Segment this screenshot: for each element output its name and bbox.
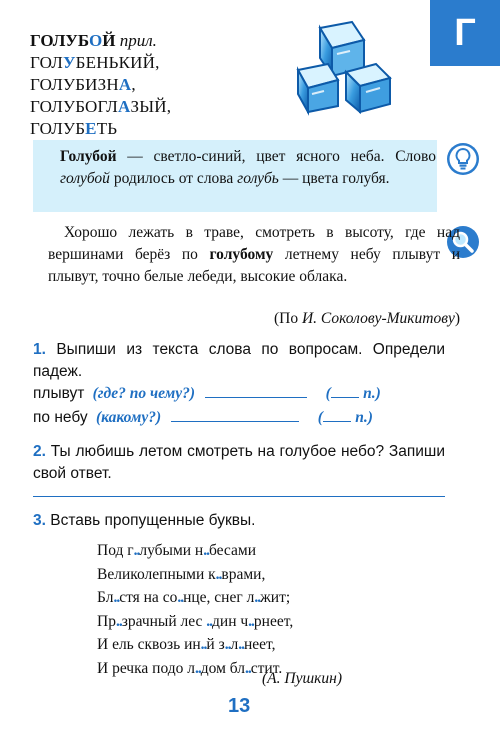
missing-letter-marker[interactable]: .. (248, 612, 254, 630)
task-3: 3. Вставь пропущенные буквы. (33, 512, 256, 529)
entry-word-list (30, 30, 171, 140)
case-blank[interactable] (323, 407, 351, 422)
definition-text: Голубой — светло-синий, цвет ясного неба. Слово голубой родилось от слова голубь — цвета голубя. (60, 148, 436, 187)
related-word: ГОЛУБЕНЬКИЙ, (30, 53, 160, 72)
poem-line: И ель сквозь ин..й з..л..неет, (97, 636, 276, 653)
poem-author: (А. Пушкин) (262, 670, 343, 687)
missing-letter-marker[interactable]: .. (200, 636, 207, 653)
related-word: ГОЛУБЕТЬ (30, 119, 118, 138)
entry-headword: ГОЛУБОЙ прил. (30, 31, 157, 50)
missing-letter-marker[interactable]: .. (195, 659, 201, 677)
passage-source: (По И. Соколову-Микитову) (274, 310, 460, 327)
missing-letter-marker[interactable]: .. (224, 636, 231, 653)
related-word: ГОЛУБОГЛАЗЫЙ, (30, 97, 172, 116)
answer-blank[interactable] (205, 383, 307, 398)
poem-line: И речка подо л..дом бл..стит. (97, 659, 283, 677)
poem (97, 539, 293, 680)
answer-blank[interactable] (171, 407, 299, 422)
related-word: ГОЛУБИЗНА, (30, 75, 136, 94)
ice-cubes-illustration (290, 18, 400, 118)
missing-letter-marker[interactable]: .. (203, 542, 209, 559)
missing-letter-marker[interactable]: .. (177, 589, 184, 606)
poem-line: Бл..стя на со..нце, снег л..жит; (97, 589, 291, 606)
letter-tab: Г (430, 0, 500, 66)
poem-line: Под г..лубыми н..бесами (97, 542, 256, 559)
missing-letter-marker[interactable]: .. (238, 636, 244, 653)
missing-letter-marker[interactable]: .. (245, 659, 251, 677)
poem-line: Великолепными к..врами, (97, 565, 266, 583)
reading-passage: Хорошо лежать в траве, смотреть в высоту, где над вершинами берёз по голубому летнему небу плывут и плывут, точно белые лебеди, высокие облака. (48, 224, 460, 285)
task-2: 2. Ты любишь летом смотреть на голубое небо? Запиши свой ответ. (33, 443, 446, 482)
missing-letter-marker[interactable]: .. (115, 612, 122, 630)
missing-letter-marker[interactable]: .. (133, 542, 140, 559)
poem-line: Пр..зрачный лес ..дин ч..рнеет, (97, 612, 294, 630)
answer-line[interactable] (33, 496, 445, 497)
lightbulb-icon (446, 142, 480, 176)
case-blank[interactable] (331, 383, 359, 398)
task-1-row: по небу (какому?) ( п.) (33, 409, 373, 426)
task-1: 1. Выпиши из текста слова по вопросам. Определи падеж. (33, 341, 446, 380)
missing-letter-marker[interactable]: .. (215, 565, 222, 583)
task-1-row: плывут (где? по чему?) ( п.) (33, 385, 381, 402)
missing-letter-marker[interactable]: .. (206, 612, 213, 630)
missing-letter-marker[interactable]: .. (113, 589, 120, 606)
missing-letter-marker[interactable]: .. (254, 589, 261, 606)
part-of-speech: прил. (119, 31, 157, 50)
page-number: 13 (228, 695, 251, 717)
